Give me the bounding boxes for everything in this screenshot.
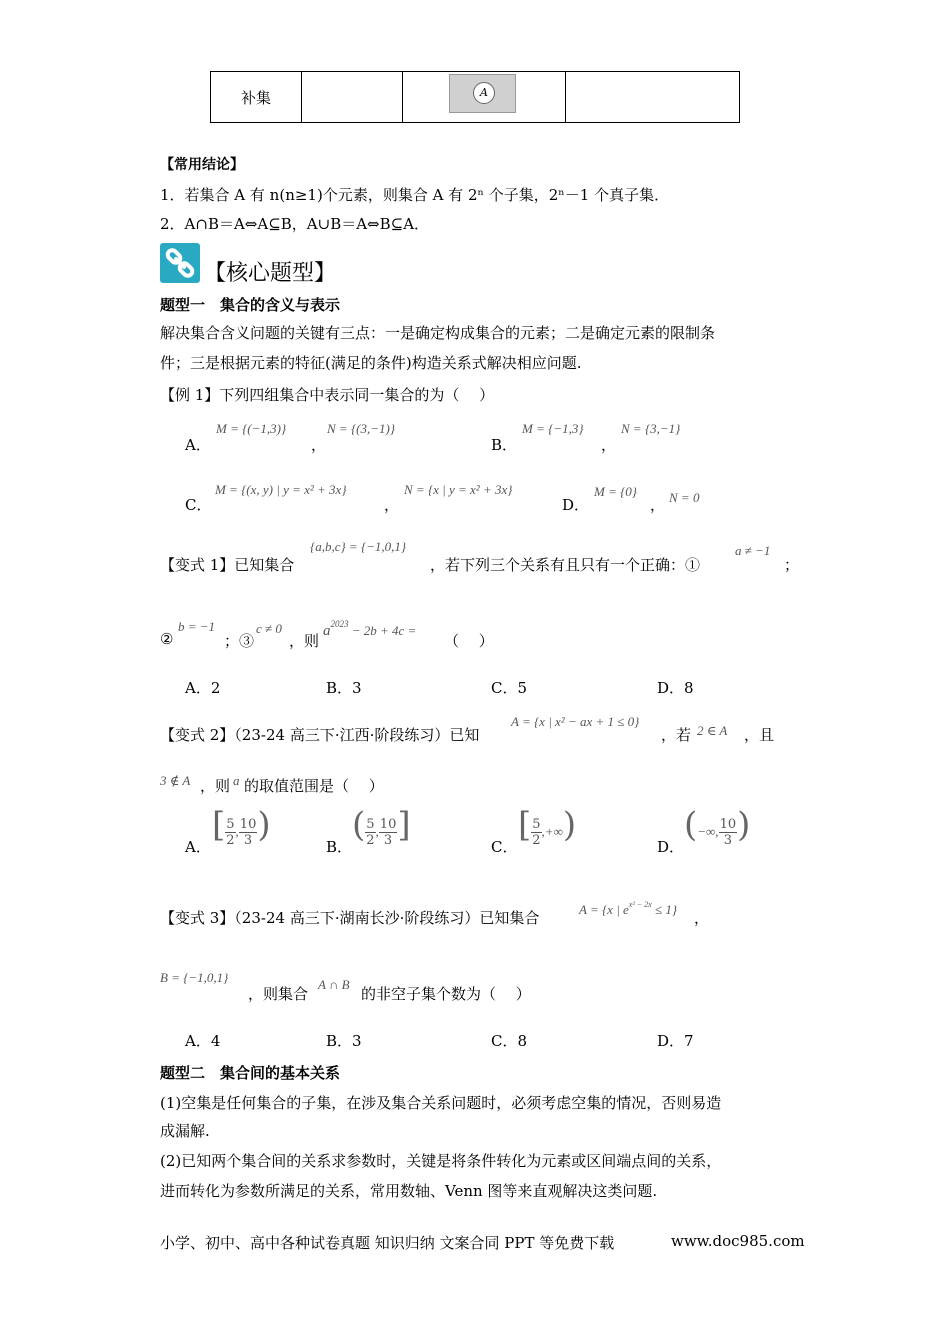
type2-title: 题型二 集合间的基本关系: [160, 1064, 341, 1082]
example1-comma: ，: [650, 496, 666, 514]
variant1-circle2: ②: [160, 630, 174, 648]
variant2-option-a-interval: [ $\frac{5}{2}$ , $\frac{10}{3}$ ): [212, 805, 271, 848]
venn-circle-a: A: [473, 82, 495, 104]
variant1-prefix: 【变式 1】已知集合: [160, 556, 295, 574]
example1-option-c-m: M = {(x, y) | y = x² + 3x}: [215, 482, 347, 497]
core-heading: 【核心题型】: [204, 261, 337, 286]
variant3-set-b: B = {−1,0,1}: [160, 970, 229, 985]
example1-stem: 【例 1】下列四组集合中表示同一集合的为（ ）: [160, 386, 495, 404]
variant3-set-post: ≤ 1}: [651, 902, 678, 917]
variant3-option-a: A．4: [185, 1032, 221, 1050]
example1-option-a-m: M = {(−1,3)}: [216, 421, 287, 436]
variant1-set: {a,b,c} = {−1,0,1}: [310, 539, 407, 554]
example1-option-b-m: M = {−1,3}: [522, 421, 584, 436]
example1-comma: ，: [384, 496, 400, 514]
variant1-mid: ，若下列三个关系有且只有一个正确：①: [430, 556, 701, 574]
frac-numerator: 10: [719, 816, 737, 832]
table-cell: [566, 72, 740, 123]
variant2-and: ，且: [744, 726, 775, 744]
variant2-rel2: 3 ∉ A: [160, 773, 191, 788]
variant1-expression: [323, 619, 416, 640]
variant1-then: ，则: [289, 632, 320, 650]
variant1-rel3: c ≠ 0: [256, 621, 282, 636]
table-cell: [302, 72, 403, 123]
type1-desc-line2: 件；三是根据元素的特征(满足的条件)构造关系式解决相应问题.: [160, 354, 582, 372]
footer-text: 小学、初中、高中各种试卷真题 知识归纳 文案合同 PPT 等免费下载: [160, 1234, 615, 1252]
frac-numerator: 10: [239, 816, 257, 832]
frac-denominator: 3: [723, 832, 732, 848]
variant1-option-a: A．2: [185, 679, 221, 697]
example1-option-c-n: N = {x | y = x² + 3x}: [404, 482, 513, 497]
negative-infinity: −∞,: [697, 824, 719, 839]
positive-infinity: ,+∞: [541, 824, 563, 839]
variant3-tail: 的非空子集个数为（ ）: [361, 985, 531, 1003]
variant3-mid: ，则集合: [248, 985, 309, 1003]
variant3-option-d: D．7: [657, 1032, 694, 1050]
variant3-comma: ，: [694, 909, 710, 927]
variant1-option-c: C．5: [491, 679, 528, 697]
type2-p2-line1: (2)已知两个集合间的关系求参数时，关键是将条件转化为元素或区间端点间的关系，: [160, 1152, 722, 1170]
type2-p2-line2: 进而转化为参数所满足的关系，常用数轴、Venn 图等来直观解决这类问题.: [160, 1182, 658, 1200]
variant1-rel1: a ≠ −1: [735, 543, 771, 558]
variant2-option-b-interval: ( $\frac{5}{2}$ , $\frac{10}{3}$ ]: [352, 805, 411, 848]
frac-numerator: 5: [532, 816, 541, 832]
variant1-paren: （ ）: [444, 632, 494, 650]
variant1-semicolon: ；: [784, 556, 800, 574]
variant2-option-d-interval: (−∞, $\frac{10}{3}$ ): [684, 805, 751, 848]
frac-denominator: 2: [226, 832, 235, 848]
type1-desc-line1: 解决集合含义问题的关键有三点：一是确定构成集合的元素；二是确定元素的限制条: [160, 324, 716, 342]
type1-title: 题型一 集合的含义与表示: [160, 296, 341, 314]
variant3-set-exponent: x² − 2x: [628, 900, 652, 909]
variant3-intersection: A ∩ B: [318, 977, 350, 992]
example1-option-a-label: A．: [185, 436, 211, 454]
frac-denominator: 2: [366, 832, 375, 848]
example1-option-b-n: N = {3,−1}: [621, 421, 681, 436]
variant2-option-c-label: C．: [491, 838, 518, 856]
variant3-set-pre: A = {x | e: [579, 902, 629, 917]
variant3-option-b: B．3: [326, 1032, 362, 1050]
variant2-option-a-label: A．: [185, 838, 211, 856]
frac-denominator: 3: [383, 832, 393, 848]
frac-denominator: 2: [532, 832, 541, 848]
variant1-circle3: ；③: [224, 632, 255, 650]
variant1-expr-exponent: 2023: [330, 619, 349, 629]
example1-option-a-n: N = {(3,−1)}: [327, 421, 396, 436]
variant1-rel2: b = −1: [178, 619, 216, 634]
variant2-prefix: 【变式 2】（23-24 高三下·江西·阶段练习）已知: [160, 726, 480, 744]
frac-numerator: 10: [379, 816, 397, 832]
example1-option-c-label: C．: [185, 496, 212, 514]
conclusion-item-2: 2．A∩B＝A⇔A⊆B，A∪B＝A⇔B⊆A．: [160, 215, 430, 233]
example1-option-d-m: M = {0}: [594, 484, 637, 499]
complement-label-cell: [211, 72, 302, 123]
frac-numerator: 5: [366, 816, 375, 832]
variant3-prefix: 【变式 3】（23-24 高三下·湖南长沙·阶段练习）已知集合: [160, 909, 540, 927]
example1-comma: ，: [601, 436, 617, 454]
frac-denominator: 3: [243, 832, 253, 848]
conclusion-item-1: 1．若集合 A 有 n(n≥1)个元素，则集合 A 有 2ⁿ 个子集，2ⁿ－1 个真子集．: [160, 186, 670, 204]
chain-link-icon: [160, 243, 200, 283]
variant2-tail-pre: ，则: [200, 777, 231, 795]
variant2-tail: 的取值范围是（ ）: [244, 777, 384, 795]
example1-option-d-n: N = 0: [669, 490, 700, 505]
variant1-option-d: D．8: [657, 679, 694, 697]
variant2-set: A = {x | x² − ax + 1 ≤ 0}: [511, 714, 640, 729]
variant1-expr-rest: − 2b + 4c =: [351, 623, 417, 638]
variant2-mid: ，若: [661, 726, 692, 744]
complement-label: 补集: [240, 88, 271, 107]
variant2-rel: 2 ∈ A: [697, 723, 728, 738]
variant2-option-c-interval: [ $\frac{5}{2}$ ,+∞): [518, 805, 577, 848]
footer-url[interactable]: www.doc985.com: [671, 1232, 805, 1250]
variant2-option-d-label: D．: [657, 838, 685, 856]
venn-diagram: [449, 74, 516, 113]
type2-p1-line2: 成漏解.: [160, 1122, 210, 1140]
example1-option-d-label: D．: [562, 496, 590, 514]
example1-option-b-label: B．: [491, 436, 518, 454]
variant3-set: [579, 900, 677, 918]
frac-numerator: 5: [226, 816, 235, 832]
example1-comma: ，: [311, 436, 327, 454]
variant1-expr-base: a: [323, 623, 331, 639]
variant3-option-c: C．8: [491, 1032, 528, 1050]
variant2-var: a: [233, 773, 240, 788]
variant1-option-b: B．3: [326, 679, 362, 697]
type2-p1-line1: (1)空集是任何集合的子集，在涉及集合关系问题时，必须考虑空集的情况，否则易造: [160, 1094, 722, 1112]
variant2-option-b-label: B．: [326, 838, 353, 856]
common-conclusions-heading: 【常用结论】: [160, 157, 244, 173]
